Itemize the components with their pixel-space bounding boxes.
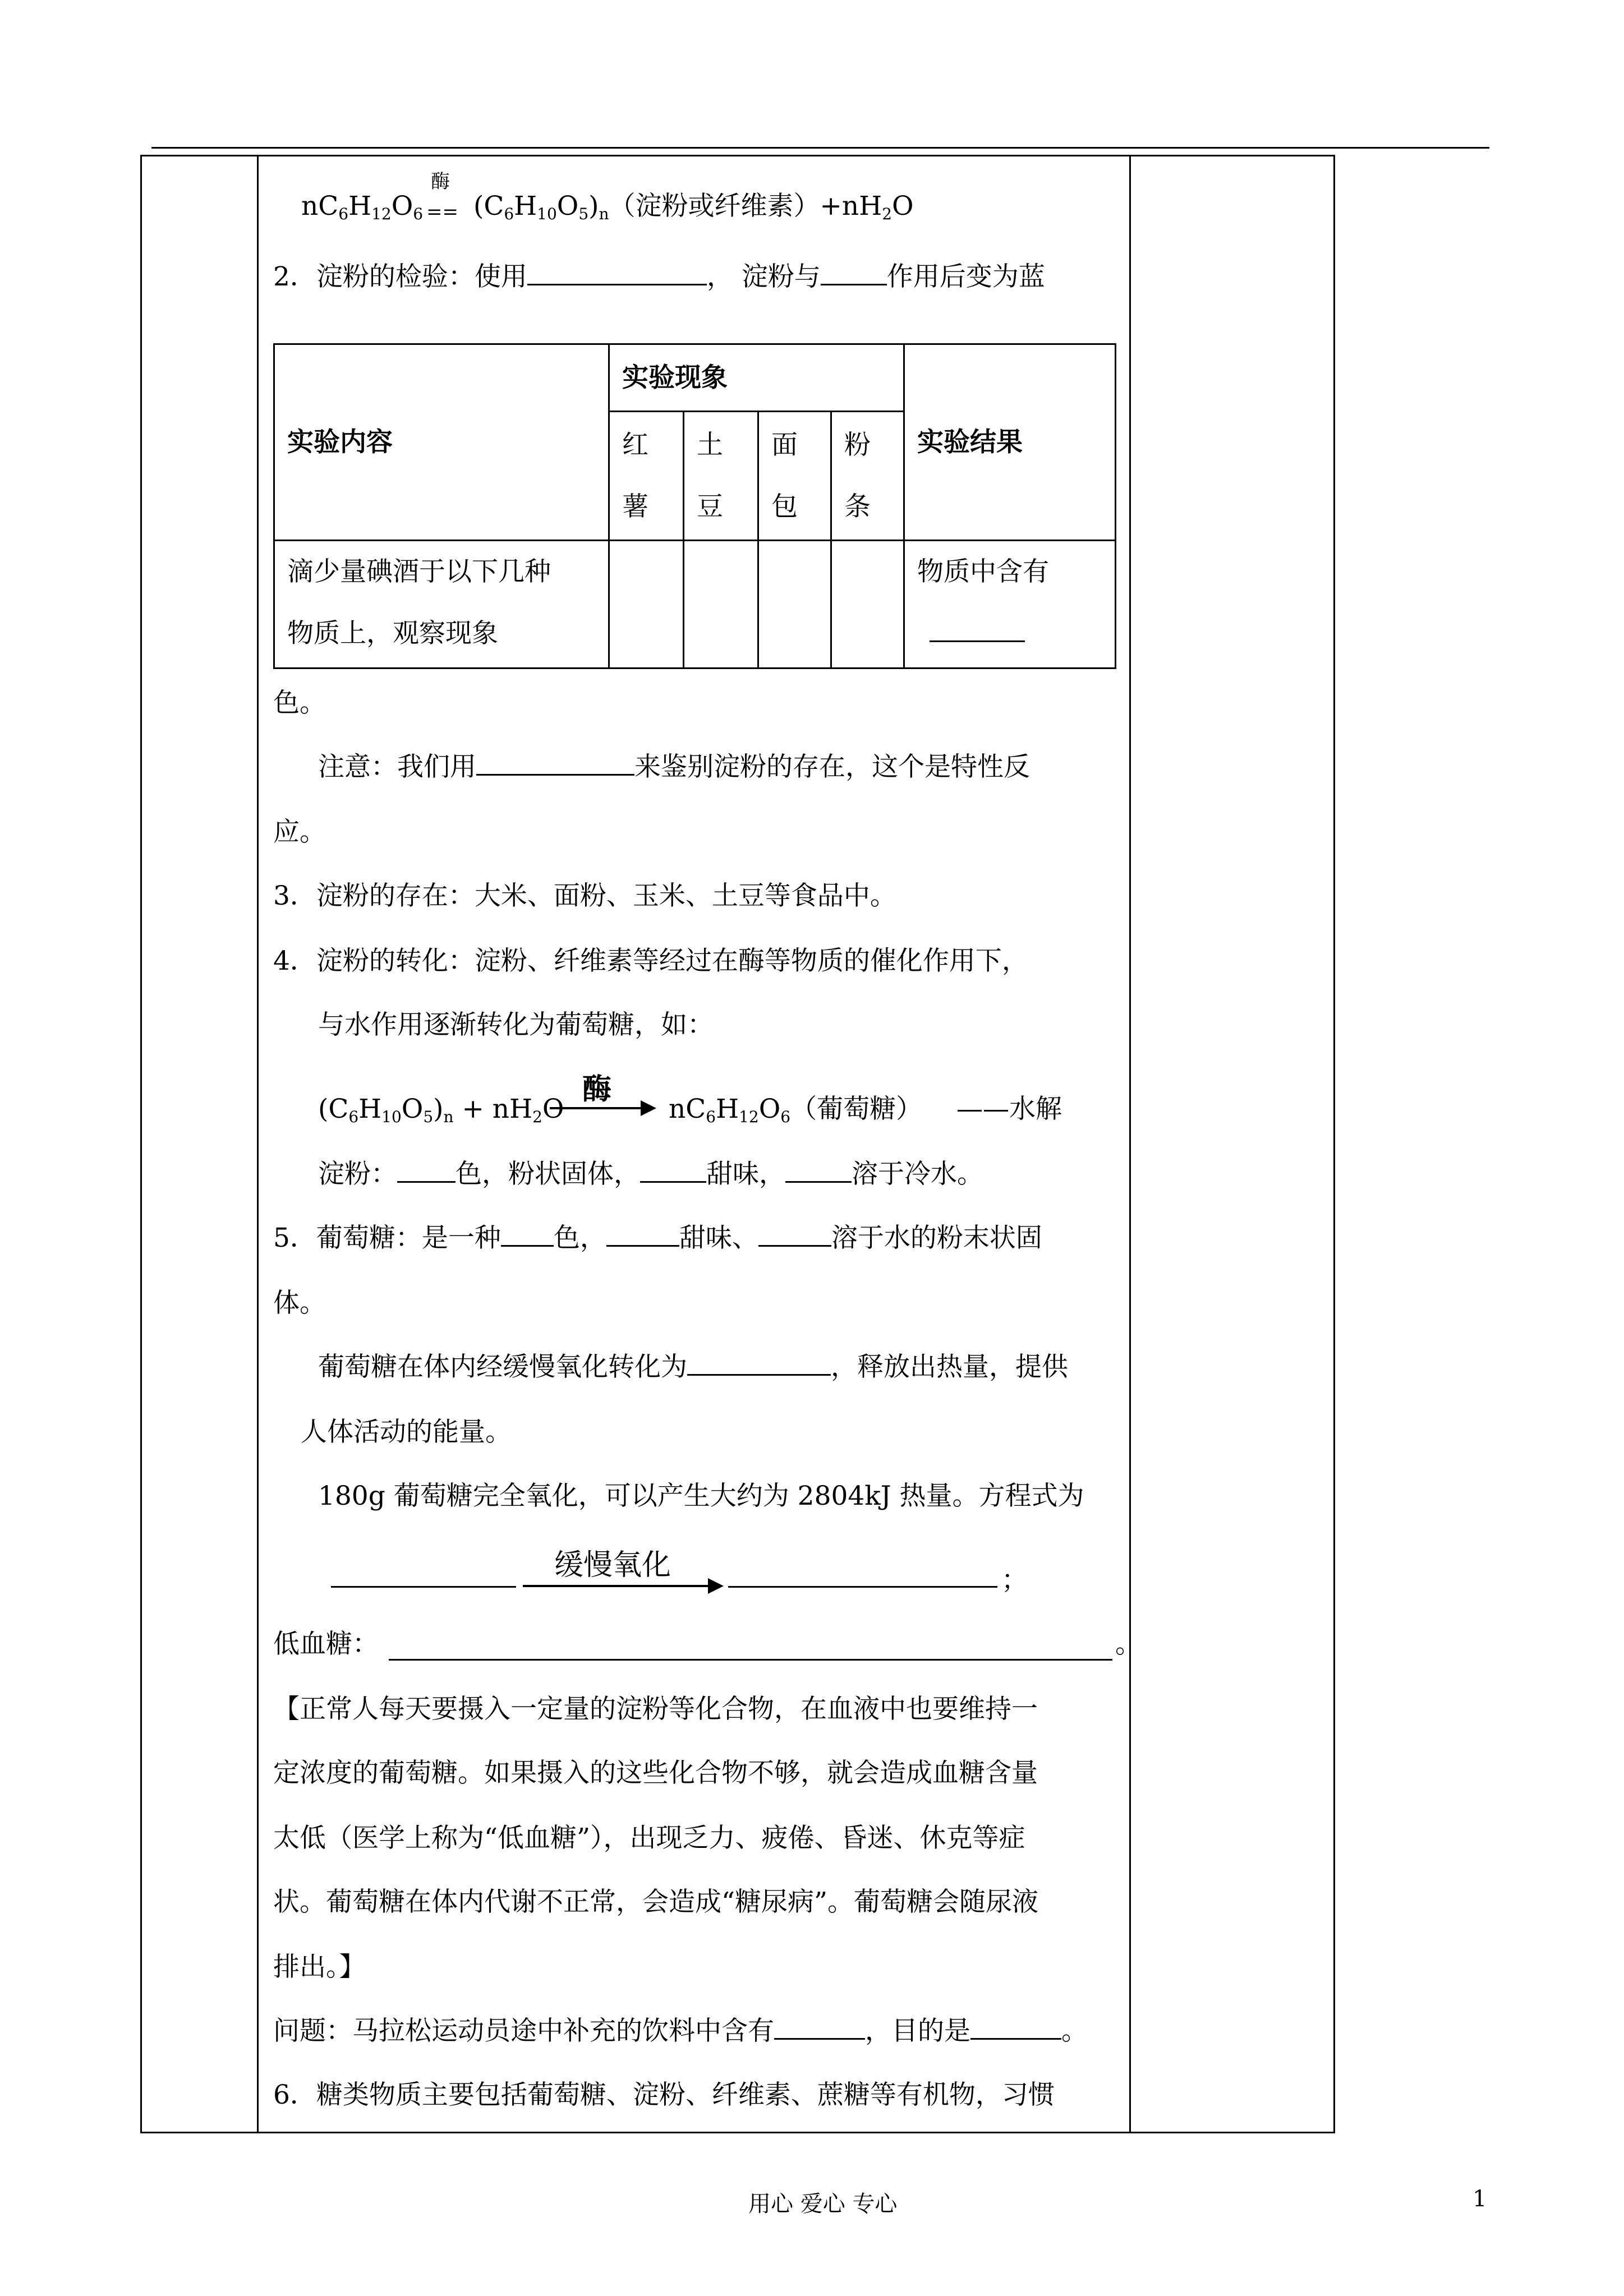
info-paragraph-line: 排出。】 — [273, 1952, 366, 1983]
arrow-head — [641, 1100, 656, 1116]
equation-catalyst: 酶 — [431, 170, 450, 193]
arrow-head — [708, 1578, 724, 1594]
info-paragraph-line: 太低（医学上称为“低血糖”），出现乏力、疲倦、昏迷、休克等症 — [273, 1823, 1025, 1854]
header-content: 实验内容 — [274, 344, 609, 541]
food-bread: 面 包 — [758, 412, 831, 541]
blank — [821, 261, 887, 285]
food-potato: 土 豆 — [684, 412, 758, 541]
equation-photosynthesis: $nC_6H_{12}O_6$ — [301, 191, 424, 223]
item-starch-test: 2．淀粉的检验：使用 ， 淀粉与 作用后变为蓝 — [273, 261, 1045, 292]
hydrolysis-tag: ——水解 — [956, 1094, 1062, 1124]
blank-reactants — [331, 1564, 516, 1588]
header-result: 实验结果 — [904, 344, 1116, 541]
low-blood-sugar-end: 。 — [1115, 1629, 1142, 1659]
glucose-energy: 180g 葡萄糖完全氧化，可以产生大约为 2804kJ 热量。方程式为 — [318, 1481, 1084, 1511]
oxidation-arrow — [523, 1585, 714, 1587]
equation-hydrolysis-lhs: $(C_6H_{10}O_5)_n + nH_2O$ — [318, 1094, 564, 1126]
item-glucose-tail: 体。 — [273, 1288, 326, 1318]
blank — [774, 2016, 865, 2040]
note-tail: 应。 — [273, 817, 326, 847]
blank — [970, 2016, 1061, 2040]
blank — [640, 1159, 706, 1183]
blank — [687, 1352, 831, 1376]
blank — [606, 1223, 679, 1247]
food-sweet-potato: 红 薯 — [609, 412, 684, 541]
hydrolysis-catalyst: 酶 — [582, 1072, 612, 1106]
starch-properties: 淀粉： 色，粉状固体， 甜味， 溶于冷水。 — [318, 1159, 983, 1190]
cell-empty — [831, 541, 904, 668]
item-starch-conversion-line2: 与水作用逐渐转化为葡萄糖，如： — [318, 1009, 714, 1040]
cell-empty — [684, 541, 758, 668]
column-divider-left — [257, 155, 259, 2133]
note: 注意：我们用 来鉴别淀粉的存在，这个是特性反 — [318, 751, 1030, 782]
footer-motto: 用心 爱心 专心 — [748, 2191, 898, 2217]
low-blood-sugar-label: 低血糖： — [273, 1629, 379, 1659]
info-paragraph-line: 状。葡萄糖在体内代谢不正常，会造成“糖尿病”。葡萄糖会随尿液 — [273, 1887, 1039, 1917]
food-noodles: 粉 条 — [831, 412, 904, 541]
blank-low-blood-sugar — [389, 1636, 1112, 1661]
glucose-oxidation-tail: 人体活动的能量。 — [301, 1417, 512, 1447]
header-phenomenon: 实验现象 — [609, 344, 904, 412]
header-rule — [151, 147, 1489, 149]
info-paragraph-line: 【正常人每天要摄入一定量的淀粉等化合物，在血液中也要维持一 — [273, 1694, 1038, 1725]
item-starch-test-tail: 色。 — [273, 688, 326, 718]
blank — [476, 751, 634, 776]
question: 问题：马拉松运动员途中补充的饮料中含有 ，目的是 。 — [273, 2016, 1088, 2046]
item-glucose: 5．葡萄糖：是一种 色， 甜味、 溶于水的粉末状固 — [273, 1223, 1042, 1253]
blank — [930, 618, 1025, 642]
row-content: 滴少量碘酒于以下几种 物质上，观察现象 — [274, 541, 609, 668]
reaction-arrow — [550, 1107, 645, 1109]
equation-sign: == — [426, 201, 458, 223]
column-divider-right — [1129, 155, 1131, 2133]
cell-empty — [758, 541, 831, 668]
experiment-table — [273, 343, 1116, 669]
row-result: 物质中含有 — [904, 541, 1116, 668]
item-starch-conversion: 4．淀粉的转化：淀粉、纤维素等经过在酶等物质的催化作用下， — [273, 946, 1028, 976]
blank — [397, 1159, 456, 1183]
blank-products — [728, 1564, 997, 1588]
oxidation-label: 缓慢氧化 — [554, 1548, 671, 1582]
item-starch-sources: 3．淀粉的存在：大米、面粉、玉米、土豆等食品中。 — [273, 880, 896, 911]
blank — [758, 1223, 831, 1247]
blank — [501, 1223, 554, 1247]
cell-empty — [609, 541, 684, 668]
page-number: 1 — [1473, 2186, 1487, 2212]
equation-end: ； — [1001, 1565, 1028, 1596]
blank — [785, 1159, 852, 1183]
equation-product: $(C_6H_{10}O_5)_n$（淀粉或纤维素）$+nH_2O$ — [473, 191, 914, 223]
info-paragraph-line: 定浓度的葡萄糖。如果摄入的这些化合物不够，就会造成血糖含量 — [273, 1758, 1038, 1788]
equation-hydrolysis-rhs: $nC_6H_{12}O_6$（葡萄糖） — [669, 1094, 923, 1126]
blank — [527, 261, 707, 285]
glucose-oxidation: 葡萄糖在体内经缓慢氧化转化为 ，释放出热量，提供 — [318, 1352, 1068, 1382]
item-carbohydrates: 6．糖类物质主要包括葡萄糖、淀粉、纤维素、蔗糖等有机物，习惯 — [273, 2080, 1055, 2110]
